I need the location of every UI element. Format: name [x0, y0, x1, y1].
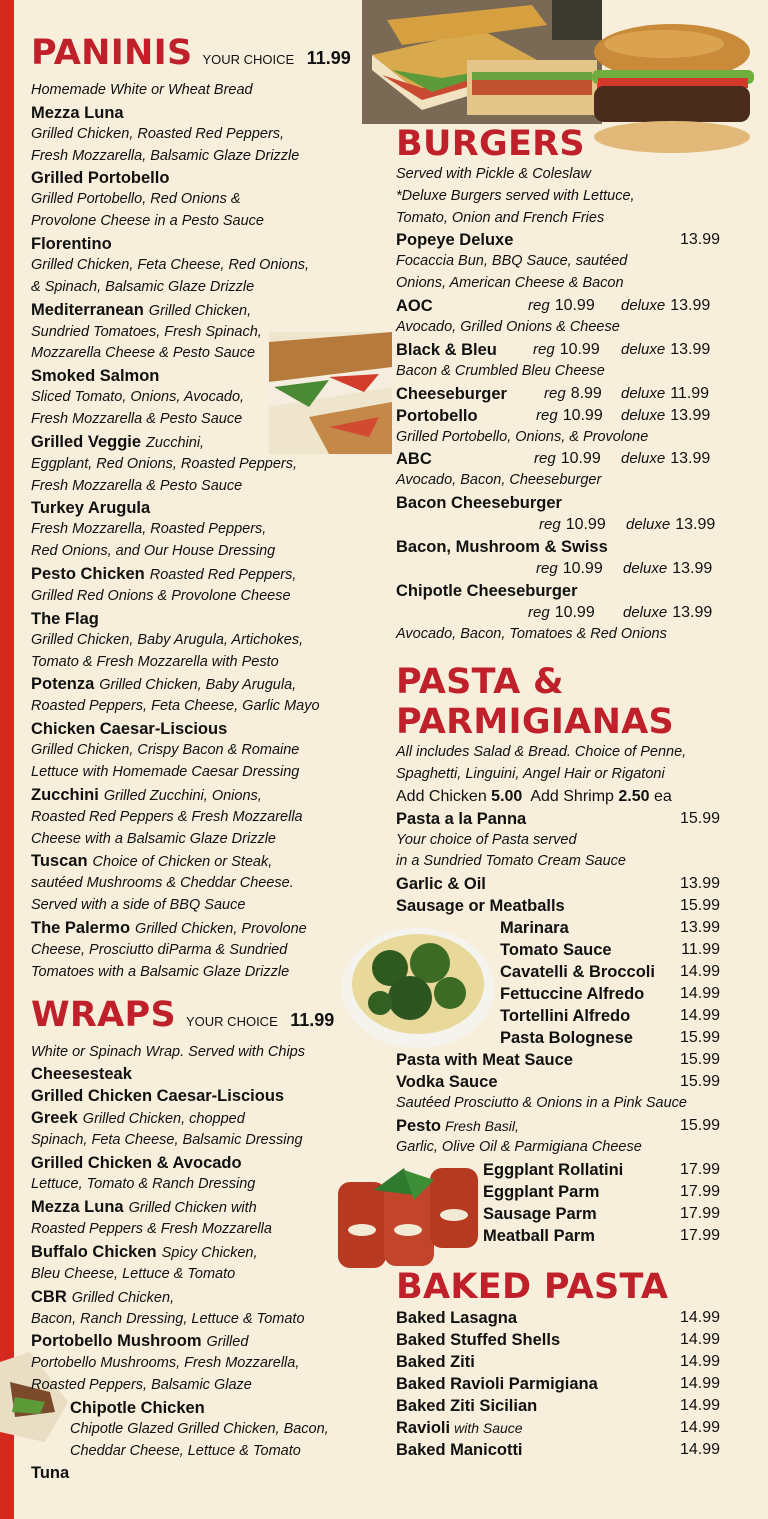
panini-item: The Palermo Grilled Chicken, Provolone [31, 918, 307, 937]
panini-item: Mezza Luna [31, 103, 124, 122]
pasta-item: Pesto Fresh Basil, 15.99 [396, 1116, 720, 1135]
burger-item: Portobello reg 10.99 deluxe 13.99 [396, 406, 711, 425]
panini-desc: Grilled Red Onions & Provolone Cheese [31, 587, 291, 604]
panini-sandwich-photo [362, 0, 602, 124]
burger-item: ABC reg 10.99 deluxe 13.99 [396, 450, 711, 469]
panini-desc: Grilled Chicken, Crispy Bacon & Romaine [31, 742, 300, 759]
wrap-item: Chipotle Chicken [70, 1398, 205, 1417]
paninis-choice-label: YOUR CHOICE [202, 52, 295, 67]
panini-desc: Fresh Mozzarella & Pesto Sauce [31, 410, 243, 427]
panini-desc: Grilled Chicken, Baby Arugula, Artichokes, [31, 631, 304, 648]
pasta-item: Vodka Sauce 15.99 [396, 1073, 720, 1092]
panini-item: Mediterranean Grilled Chicken, [31, 300, 252, 319]
panini-desc: Sliced Tomato, Onions, Avocado, [31, 389, 245, 406]
panini-desc: Fresh Mozzarella, Balsamic Glaze Drizzle [31, 147, 300, 164]
panini-desc: sautéed Mushrooms & Cheddar Cheese. [31, 875, 294, 892]
wrap-desc: Roasted Peppers, Balsamic Glaze [31, 1377, 252, 1394]
left-column [31, 33, 351, 1484]
burger-desc: Focaccia Bun, BBQ Sauce, sautéed [396, 253, 628, 270]
panini-desc: Sundried Tomatoes, Fresh Spinach, [31, 323, 262, 340]
pasta-desc: Sautéed Prosciutto & Onions in a Pink Sauce [396, 1095, 687, 1112]
burger-desc: Grilled Portobello, Onions, & Provolone [396, 428, 649, 445]
baked-item: Ravioli with Sauce 14.99 [396, 1419, 720, 1437]
wrap-item: CBR Grilled Chicken, [31, 1287, 175, 1306]
baked-item: Baked Stuffed Shells 14.99 [396, 1331, 720, 1349]
burger-desc: Bacon & Crumbled Bleu Cheese [396, 362, 605, 379]
wrap-item: Buffalo Chicken Spicy Chicken, [31, 1242, 258, 1261]
parm-item: Sausage Parm 17.99 [483, 1204, 720, 1223]
burger-item: Black & Bleu reg 10.99 deluxe 13.99 [396, 340, 711, 359]
burger-price-row: reg 10.99 deluxe 13.99 [539, 516, 716, 534]
pasta-item: Pasta Bolognese 15.99 [500, 1029, 720, 1048]
wrap-desc: Portobello Mushrooms, Fresh Mozzarella, [31, 1355, 300, 1372]
wrap-desc: Chipotle Glazed Grilled Chicken, Bacon, [70, 1420, 329, 1437]
panini-item: Grilled Portobello [31, 169, 170, 188]
wrap-item: Grilled Chicken & Avocado [31, 1154, 242, 1173]
pasta-desc: in a Sundried Tomato Cream Sauce [396, 853, 626, 870]
burger-item: Popeye Deluxe 13.99 [396, 231, 720, 250]
panini-item: Grilled Veggie Zucchini, [31, 432, 205, 451]
panini-desc: Tomatoes with a Balsamic Glaze Drizzle [31, 963, 290, 980]
pasta-title-line1: PASTA & [396, 662, 564, 702]
pasta-item: Pasta a la Panna 15.99 [396, 809, 720, 828]
panini-item: Tuscan Choice of Chicken or Steak, [31, 852, 273, 871]
burger-desc: Avocado, Grilled Onions & Cheese [396, 318, 620, 335]
burgers-sub: *Deluxe Burgers served with Lettuce, [396, 187, 635, 204]
pasta-addons: Add Chicken 5.00 Add Shrimp 2.50 ea [396, 787, 672, 805]
baked-pasta-title: BAKED PASTA [396, 1267, 669, 1307]
panini-desc: Roasted Red Peppers & Fresh Mozzarella [31, 808, 303, 825]
panini-desc: Fresh Mozzarella & Pesto Sauce [31, 477, 243, 494]
parm-item: Meatball Parm 17.99 [483, 1226, 720, 1245]
pasta-item: Tortellini Alfredo 14.99 [500, 1007, 720, 1026]
burger-item: AOC reg 10.99 deluxe 13.99 [396, 296, 711, 315]
panini-desc: Mozzarella Cheese & Pesto Sauce [31, 345, 256, 362]
panini-desc: Fresh Mozzarella, Roasted Peppers, [31, 521, 267, 538]
panini-item: Potenza Grilled Chicken, Baby Arugula, [31, 675, 297, 694]
burger-desc: Onions, American Cheese & Bacon [396, 275, 624, 292]
pasta-item: Tomato Sauce 11.99 [500, 941, 720, 960]
parm-item: Eggplant Parm 17.99 [483, 1182, 720, 1201]
panini-desc: Red Onions, and Our House Dressing [31, 543, 276, 560]
burgers-section [396, 124, 726, 646]
pasta-title-line2: PARMIGIANAS [396, 702, 675, 742]
panini-desc: Served with a side of BBQ Sauce [31, 897, 246, 914]
wrap-desc: Cheddar Cheese, Lettuce & Tomato [70, 1442, 301, 1459]
pasta-section [396, 662, 726, 1247]
burgers-sub: Served with Pickle & Coleslaw [396, 166, 592, 182]
wrap-desc: Bleu Cheese, Lettuce & Tomato [31, 1265, 236, 1282]
wrap-item: Cheesesteak [31, 1065, 132, 1084]
burgers-sub: Tomato, Onion and French Fries [396, 209, 605, 226]
burger-desc: Avocado, Bacon, Cheeseburger [396, 472, 602, 489]
panini-desc: Grilled Chicken, Roasted Red Peppers, [31, 125, 285, 142]
panini-desc: Tomato & Fresh Mozzarella with Pesto [31, 653, 279, 670]
wrap-item: Portobello Mushroom Grilled [31, 1332, 249, 1351]
pasta-item: Marinara 13.99 [500, 919, 720, 938]
paninis-header [31, 33, 351, 80]
burger-item: Bacon, Mushroom & Swiss [396, 538, 608, 557]
paninis-price: 11.99 [306, 48, 351, 68]
baked-item: Baked Manicotti 14.99 [396, 1441, 720, 1459]
pasta-item: Garlic & Oil 13.99 [396, 875, 720, 894]
panini-desc: Lettuce with Homemade Caesar Dressing [31, 763, 300, 780]
panini-desc: & Spinach, Balsamic Glaze Drizzle [31, 278, 255, 295]
baked-item: Baked Ziti Sicilian 14.99 [396, 1397, 720, 1415]
pasta-item: Cavatelli & Broccoli 14.99 [500, 963, 720, 982]
pasta-item: Fettuccine Alfredo 14.99 [500, 985, 720, 1004]
panini-desc: Roasted Peppers, Feta Cheese, Garlic Mayo [31, 698, 320, 715]
burger-item: Chipotle Cheeseburger [396, 582, 578, 601]
burger-price-row: reg 10.99 deluxe 13.99 [536, 560, 713, 578]
burger-item: Bacon Cheeseburger [396, 494, 562, 513]
panini-desc: Eggplant, Red Onions, Roasted Peppers, [31, 455, 297, 472]
panini-desc: Grilled Portobello, Red Onions & [31, 191, 241, 208]
burger-price-row: reg 10.99 deluxe 13.99 [528, 604, 713, 622]
pasta-desc: Garlic, Olive Oil & Parmigiana Cheese [396, 1138, 642, 1155]
parm-item: Eggplant Rollatini 17.99 [483, 1160, 720, 1179]
wraps-choice-label: YOUR CHOICE [186, 1013, 278, 1029]
panini-desc: Provolone Cheese in a Pesto Sauce [31, 213, 264, 230]
wrap-item: Mezza Luna Grilled Chicken with [31, 1197, 257, 1216]
pasta-sub: All includes Salad & Bread. Choice of Penne, [396, 744, 687, 760]
wrap-desc: Spinach, Feta Cheese, Balsamic Dressing [31, 1132, 303, 1149]
pasta-item: Pasta with Meat Sauce 15.99 [396, 1051, 720, 1070]
panini-desc: Cheese, Prosciutto diParma & Sundried [31, 941, 288, 958]
panini-item: Smoked Salmon [31, 367, 160, 386]
panini-item: The Flag [31, 609, 99, 628]
panini-item: Turkey Arugula [31, 499, 151, 518]
wrap-desc: Lettuce, Tomato & Ranch Dressing [31, 1176, 256, 1193]
paninis-subtitle: Homemade White or Wheat Bread [31, 82, 253, 98]
wrap-item: Tuna [31, 1464, 70, 1483]
burger-desc: Avocado, Bacon, Tomatoes & Red Onions [396, 626, 667, 643]
baked-item: Baked Ziti 14.99 [396, 1353, 720, 1371]
baked-item: Baked Lasagna 14.99 [396, 1309, 720, 1327]
wraps-title: WRAPS [31, 994, 177, 1035]
panini-item: Florentino [31, 234, 112, 253]
wraps-subtitle: White or Spinach Wrap. Served with Chips [31, 1043, 305, 1060]
wrap-desc: Bacon, Ranch Dressing, Lettuce & Tomato [31, 1310, 305, 1327]
baked-pasta-section [396, 1267, 726, 1461]
wrap-item: Grilled Chicken Caesar-Liscious [31, 1087, 285, 1106]
wraps-price: 11.99 [290, 1009, 335, 1030]
pasta-item: Sausage or Meatballs 15.99 [396, 897, 720, 916]
burger-item: Cheeseburger reg 8.99 deluxe 11.99 [396, 384, 710, 403]
panini-desc: Cheese with a Balsamic Glaze Drizzle [31, 830, 276, 847]
burgers-title: BURGERS [396, 124, 585, 164]
wrap-item: Greek Grilled Chicken, chopped [31, 1109, 245, 1128]
panini-item: Zucchini Grilled Zucchini, Onions, [31, 785, 262, 804]
panini-desc: Grilled Chicken, Feta Cheese, Red Onions, [31, 256, 310, 273]
baked-item: Baked Ravioli Parmigiana 14.99 [396, 1375, 720, 1393]
paninis-title: PANINIS [31, 33, 193, 73]
pasta-sub: Spaghetti, Linguini, Angel Hair or Rigatoni [396, 765, 665, 782]
wrap-desc: Roasted Peppers & Fresh Mozzarella [31, 1220, 272, 1237]
wraps-header [31, 995, 351, 1042]
panini-item: Chicken Caesar-Liscious [31, 720, 228, 739]
panini-item: Pesto Chicken Roasted Red Peppers, [31, 564, 297, 583]
pasta-desc: Your choice of Pasta served [396, 831, 577, 848]
left-red-border [0, 0, 14, 1519]
